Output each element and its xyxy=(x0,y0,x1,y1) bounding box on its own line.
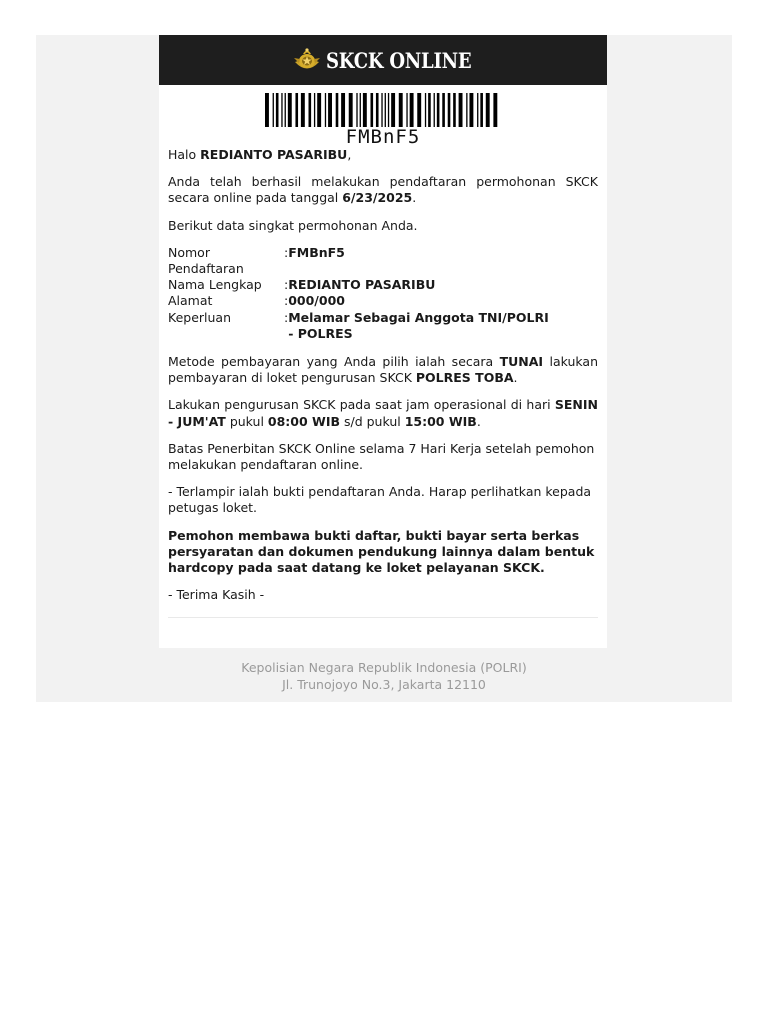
email-header xyxy=(159,35,607,85)
barcode-bar xyxy=(370,93,373,127)
detail-separator: : xyxy=(284,277,289,293)
barcode-bar xyxy=(363,93,367,127)
intro-paragraph xyxy=(168,174,598,206)
brand-title: SKCK ONLINE xyxy=(326,47,472,73)
schedule-text: . xyxy=(476,413,481,429)
attachment-note: - Terlampir ialah bukti pendaftaran Anda. Harap perlihatkan kepada petugas loket. xyxy=(168,484,592,516)
detail-value: Melamar Sebagai Anggota TNI/POLRI - POLRES xyxy=(288,309,549,341)
detail-value: FMBnF5 xyxy=(288,244,345,260)
barcode-bar xyxy=(428,93,431,127)
schedule-text: Lakukan pengurusan SKCK pada saat jam operasional di hari xyxy=(168,397,555,413)
barcode-bar xyxy=(459,93,463,127)
barcode-code: FMBnF5 xyxy=(345,126,421,148)
barcode-bar xyxy=(295,93,298,127)
barcode-bar xyxy=(301,93,305,127)
payment-office: POLRES TOBA xyxy=(415,370,514,386)
footer-address: Jl. Trunojoyo No.3, Jakarta 12110 xyxy=(282,676,486,692)
detail-value: REDIANTO PASARIBU xyxy=(288,277,436,293)
barcode-bar xyxy=(336,93,339,127)
barcode-bar xyxy=(265,93,269,127)
applicant-name: REDIANTO PASARIBU xyxy=(200,147,348,162)
barcode-bar xyxy=(434,93,435,127)
schedule-end: 15:00 WIB xyxy=(404,413,477,429)
brand-logo xyxy=(292,45,473,75)
barcode-bar xyxy=(388,93,389,127)
payment-text: . xyxy=(513,370,518,386)
payment-text: Metode pembayaran yang Anda pilih ialah secara xyxy=(168,354,500,370)
barcode-bar xyxy=(360,93,361,127)
schedule-text: pukul xyxy=(225,413,268,429)
email-background xyxy=(36,35,732,702)
email-footer xyxy=(36,660,732,693)
barcode-bar xyxy=(442,93,445,127)
divider xyxy=(168,617,598,618)
detail-row xyxy=(168,277,558,293)
greeting-prefix: Halo xyxy=(168,147,201,162)
registration-barcode xyxy=(159,93,607,147)
barcode-bar xyxy=(486,93,490,127)
bring-note xyxy=(168,528,598,577)
footer-organization: Kepolisian Negara Republik Indonesia (POLRI) xyxy=(241,660,527,675)
detail-value: 000/000 xyxy=(288,293,345,309)
barcode-bar xyxy=(448,93,451,127)
barcode-bar xyxy=(309,93,312,127)
barcode-bar xyxy=(477,93,478,127)
greeting-suffix: , xyxy=(347,147,352,162)
bring-note-text: Pemohon membawa bukti daftar, bukti bayar serta berkas persyaratan dan dokumen pendukung lainnya dalam bentuk hardcopy pada saat datang ke loket pelayanan SKCK. xyxy=(168,527,595,576)
intro-suffix: . xyxy=(412,190,417,206)
detail-row xyxy=(168,310,558,342)
closing: - Terima Kasih - xyxy=(168,587,265,603)
barcode-bar xyxy=(493,93,497,127)
barcode-bar xyxy=(341,93,345,127)
registration-date: 6/23/2025 xyxy=(342,190,413,206)
barcode-bar xyxy=(466,93,467,127)
barcode-bar xyxy=(453,93,456,127)
barcode-icon xyxy=(263,93,503,127)
detail-separator: : xyxy=(284,244,289,260)
schedule-start: 08:00 WIB xyxy=(267,413,341,429)
barcode-bar xyxy=(325,93,326,127)
barcode-bar xyxy=(399,93,403,127)
barcode-bar xyxy=(480,93,483,127)
barcode-bar xyxy=(391,93,395,127)
detail-label: Alamat xyxy=(168,293,213,309)
barcode-bar xyxy=(281,93,282,127)
detail-label: Keperluan xyxy=(168,309,232,325)
payment-method: TUNAI xyxy=(499,354,544,370)
payment-text: lakukan pembayaran di loket pengurusan SKCK xyxy=(168,354,599,386)
schedule-text: s/d pukul xyxy=(340,413,405,429)
schedule-days: SENIN - JUM'AT xyxy=(168,397,598,429)
detail-separator: : xyxy=(284,293,289,309)
barcode-bar xyxy=(285,93,286,127)
barcode-bar xyxy=(356,93,357,127)
barcode-bar xyxy=(410,93,414,127)
deadline-paragraph: Batas Penerbitan SKCK Online selama 7 Hari Kerja setelah pemohon melakukan pendaftaran online. xyxy=(168,440,595,473)
barcode-bar xyxy=(328,93,332,127)
barcode-bar xyxy=(376,93,379,127)
email-card xyxy=(159,35,607,648)
barcode-bar xyxy=(349,93,353,127)
detail-label: Nama Lengkap xyxy=(168,277,262,293)
detail-label: Nomor Pendaftaran xyxy=(168,244,244,277)
detail-row xyxy=(168,293,558,309)
barcode-bar xyxy=(314,93,315,127)
barcode-bar xyxy=(276,93,279,127)
detail-separator: : xyxy=(284,309,289,325)
email-body xyxy=(159,147,607,618)
barcode-bar xyxy=(381,93,382,127)
barcode-bar xyxy=(273,93,274,127)
greeting xyxy=(168,147,598,163)
barcode-bar xyxy=(385,93,386,127)
barcode-bar xyxy=(469,93,473,127)
barcode-bar xyxy=(406,93,407,127)
intro-text: Anda telah berhasil melakukan pendaftaran permohonan SKCK secara online pada tanggal xyxy=(168,174,598,206)
payment-paragraph xyxy=(168,354,598,386)
registration-details xyxy=(168,245,558,342)
barcode-bar xyxy=(417,93,421,127)
police-emblem-icon xyxy=(292,45,322,75)
summary-intro: Berikut data singkat permohonan Anda. xyxy=(168,217,418,233)
barcode-bar xyxy=(425,93,426,127)
schedule-paragraph xyxy=(168,397,598,429)
barcode-bar xyxy=(288,93,292,127)
detail-row xyxy=(168,245,558,277)
barcode-bar xyxy=(317,93,321,127)
barcode-bar xyxy=(437,93,440,127)
